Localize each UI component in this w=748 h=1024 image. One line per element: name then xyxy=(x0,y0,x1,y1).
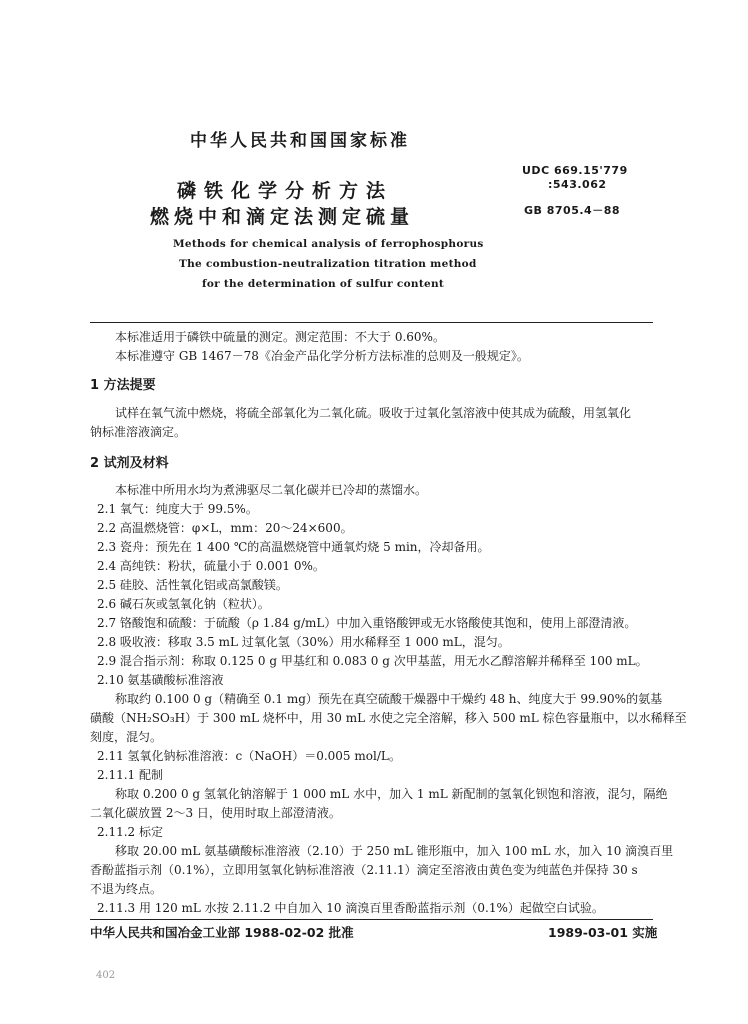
section-2-intro: 本标准中所用水均为煮沸驱尽二氧化碳并已冷却的蒸馏水。 xyxy=(115,483,428,497)
list-item: 2.11.2 标定 xyxy=(97,825,163,839)
list-item: 2.6 碱石灰或氢氧化钠（粒状）。 xyxy=(97,597,270,611)
paragraph-2-11-2: 不退为终点。 xyxy=(90,882,163,896)
english-title-line-2: The combustion-neutralization titration method xyxy=(179,258,477,270)
section-1-text: 钠标准溶液滴定。 xyxy=(90,425,187,439)
list-item: 2.11 氢氧化钠标准溶液：c（NaOH）＝0.005 mol/L。 xyxy=(97,749,401,763)
list-item: 2.2 高温燃烧管：φ×L，mm：20～24×600。 xyxy=(97,521,353,535)
udc-code-cont: :543.062 xyxy=(548,178,607,191)
list-item: 2.8 吸收液：移取 3.5 mL 过氧化氢（30%）用水稀释至 1 000 mL，混匀。 xyxy=(97,635,510,649)
list-item: 2.3 瓷舟：预先在 1 400 ℃的高温燃烧管中通氧灼烧 5 min，冷却备用。 xyxy=(97,540,490,554)
paragraph-2-11-2: 香酚蓝指示剂（0.1%），立即用氢氧化钠标准溶液（2.11.1）滴定至溶液由黄色变为纯蓝色并保持 30 s xyxy=(90,863,638,877)
gb-code: GB 8705.4－88 xyxy=(524,204,620,217)
section-1-heading: 1 方法提要 xyxy=(90,378,156,393)
list-item: 2.9 混合指示剂：称取 0.125 0 g 甲基红和 0.083 0 g 次甲基蓝，用无水乙醇溶解并稀释至 100 mL。 xyxy=(97,654,648,668)
list-item: 2.5 硅胶、活性氧化铝或高氯酸镁。 xyxy=(97,578,288,592)
effective-date: 1989-03-01 实施 xyxy=(548,925,658,940)
list-item: 2.7 铬酸饱和硫酸：于硫酸（ρ 1.84 g/mL）中加入重铬酸钾或无水铬酸使其饱和，使用上部澄清液。 xyxy=(97,616,637,630)
paragraph-2-11-1: 称取 0.200 0 g 氢氧化钠溶解于 1 000 mL 水中，加入 1 mL 新配制的氢氧化钡饱和溶液，混匀，隔绝 xyxy=(115,787,668,801)
title-line-1: 磷铁化学分析方法 xyxy=(177,180,394,202)
approval-line: 中华人民共和国冶金工业部 1988-02-02 批准 xyxy=(90,925,354,940)
header-divider xyxy=(90,322,653,323)
paragraph-2-10: 刻度，混匀。 xyxy=(90,730,163,744)
list-item: 2.11.1 配制 xyxy=(97,768,163,782)
paragraph-2-10: 称取约 0.100 0 g（精确至 0.1 mg）预先在真空硫酸干燥器中干燥约 48 h、纯度大于 99.90%的氨基 xyxy=(115,692,663,706)
udc-code: UDC 669.15'779 xyxy=(522,164,628,177)
intro-scope: 本标准适用于磷铁中硫量的测定。测定范围：不大于 0.60%。 xyxy=(115,330,445,344)
paragraph-2-11-2: 移取 20.00 mL 氨基磺酸标准溶液（2.10）于 250 mL 锥形瓶中，加入 100 mL 水，加入 10 滴溴百里 xyxy=(115,844,674,858)
english-title-line-3: for the determination of sulfur content xyxy=(202,278,445,290)
list-item: 2.1 氧气：纯度大于 99.5%。 xyxy=(97,502,258,516)
section-2-heading: 2 试剂及材料 xyxy=(90,456,169,471)
list-item: 2.10 氨基磺酸标准溶液 xyxy=(97,673,224,687)
footer-divider xyxy=(90,919,653,920)
page-number: 402 xyxy=(96,970,116,981)
list-item: 2.11.3 用 120 mL 水按 2.11.2 中自加入 10 滴溴百里香酚蓝指示剂（0.1%）起做空白试验。 xyxy=(97,901,604,915)
list-item: 2.4 高纯铁：粉状，硫量小于 0.001 0%。 xyxy=(97,559,325,573)
paragraph-2-10: 磺酸（NH₂SO₃H）于 300 mL 烧杯中，用 30 mL 水使之完全溶解，移入 500 mL 棕色容量瓶中，以水稀释至 xyxy=(90,711,687,725)
english-title-line-1: Methods for chemical analysis of ferrophosphorus xyxy=(173,238,484,250)
title-line-2: 燃烧中和滴定法测定硫量 xyxy=(150,206,415,228)
standard-name: 中华人民共和国国家标准 xyxy=(190,131,410,151)
intro-compliance: 本标准遵守 GB 1467－78《冶金产品化学分析方法标准的总则及一般规定》。 xyxy=(115,349,529,363)
section-1-text: 试样在氧气流中燃烧，将硫全部氧化为二氧化硫。吸收于过氧化氢溶液中使其成为硫酸，用氢氧化 xyxy=(115,406,632,420)
paragraph-2-11-1: 二氧化碳放置 2～3 日，使用时取上部澄清液。 xyxy=(90,806,341,820)
